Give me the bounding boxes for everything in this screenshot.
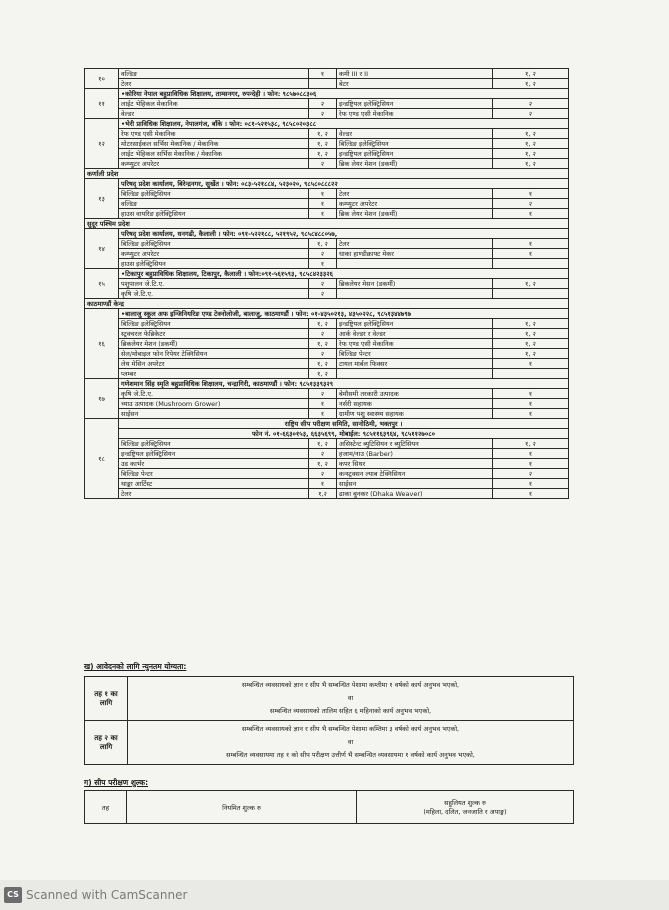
trade-name: ब्रिक लेयर मेशन (डकर्मी) [337,159,493,169]
trade-name: ब्रिकलेयर मेशन (डकर्मी) [119,339,309,349]
trade-row [85,139,569,149]
trade-level: १ [493,409,569,419]
camscanner-watermark [0,880,669,910]
trade-name: ब्रिकलेयर मेसन (डकर्मी) [337,279,493,289]
trade-level: १, २ [493,319,569,329]
trade-name: सेल/मोबाइल फोन रिपेयर टेक्निसियन [119,349,309,359]
trade-name: असिस्टेन्ट ब्युटिसियन र ब्युटिसियन [337,439,493,449]
trade-level: १ [309,199,337,209]
institution-heading: •बालाजु स्कूल अफ इन्जिनियरिङ एण्ड टेक्नोलोजी, बालाजु, काठमाण्डौं । फोन: ०१-४३५०२१३, ४३५०२२८, ९८५१३४४७९७ [119,309,569,319]
trade-level: २ [309,289,337,299]
trade-row [85,259,569,269]
trade-name: साईसन [119,409,309,419]
trade-name: ग्रामीण पशु स्वास्थ्य सहायक [337,409,493,419]
trade-level: १ [493,239,569,249]
trade-name: इन्डष्ट्रियल इलेक्ट्रिसियन [337,149,493,159]
trade-level: १ [309,189,337,199]
trade-level: १, २ [493,159,569,169]
trade-row [85,409,569,419]
trade-level: १, २ [493,279,569,289]
trade-level: २ [493,99,569,109]
trade-name: धाका हाण्डीक्राफ्ट मेकर [337,249,493,259]
trade-row [85,469,569,479]
trade-name: कृषि जे.टि.ए. [119,389,309,399]
trade-row [85,359,569,369]
serial-number: १५ [85,269,119,299]
trade-level: १, २ [309,339,337,349]
trade-level: १,२ [309,489,337,499]
fee-subsidy-header: सहुलियत शुल्क रु (महिला, दलित, जनजाति र अपाङ्ग) [357,791,574,824]
trade-row [85,319,569,329]
trade-level [493,259,569,269]
trade-level: १ [309,209,337,219]
section-skill-test-fee: ग) सीप परीक्षण शुल्क: [84,778,149,787]
province-heading: सुदूर पश्चिम प्रदेश [85,219,569,229]
trade-level: १ [309,409,337,419]
institution-contact: फोन नं. ०१-६६३०१५३, ६६३५६९९, मोबाईल: ९८५११६३९६४, ९८५११२७०८० [119,429,569,439]
trade-row [85,279,569,289]
trade-level [493,369,569,379]
institution-heading: •भेरी प्राविधिक शिक्षालय, नेपालगंज, बाँके । फोन: ०८१-५२१५३८, ९८५८०२०३८८ [119,119,569,129]
trade-level: १ [309,479,337,489]
trade-level: १ [493,479,569,489]
trade-name: ढाका बुनकर (Dhaka Weaver) [337,489,493,499]
trade-row [85,489,569,499]
trade-level: १, २ [493,349,569,359]
trade-name: बेटर [337,79,493,89]
institution-row [85,229,569,239]
trade-level: १, २ [493,79,569,89]
institution-contact-row [85,429,569,439]
institution-row [85,89,569,99]
trade-level: १, २ [309,129,337,139]
trade-row [85,189,569,199]
trade-name: कम्प्युटर अपरेटर [119,159,309,169]
trade-row [85,199,569,209]
trade-row [85,349,569,359]
trade-row [85,69,569,79]
trade-row [85,399,569,409]
trade-level: २ [309,159,337,169]
trade-name: टेलर [337,189,493,199]
trade-level: १ [309,69,337,79]
trade-name: टेलर [119,489,309,499]
institution-row [85,379,569,389]
fee-level-header: तह [85,791,127,824]
trade-level: २ [309,449,337,459]
trade-level: १ [309,259,337,269]
institution-row [85,309,569,319]
trade-name: कम्प्युटर अपरेटर [337,199,493,209]
trade-row [85,389,569,399]
serial-number: १४ [85,229,119,269]
trade-name: कपर सिथर [337,459,493,469]
trade-level: १, २ [309,139,337,149]
trade-row [85,449,569,459]
trade-level: १, २ [493,339,569,349]
eligibility-row-level-2 [85,721,574,765]
trade-level: १ [493,489,569,499]
trade-row [85,149,569,159]
test-centers-table [84,68,569,499]
trade-name: रेफ एण्ड एसी मेकानिक [119,129,309,139]
trade-name: वेल्डर [119,109,309,119]
trade-name: नर्सरी सहायक [337,399,493,409]
trade-level: १, २ [309,359,337,369]
trade-row [85,459,569,469]
trade-name: ब्रिक लेयर मेशन (डकर्मी) [337,209,493,219]
trade-level: १, २ [493,149,569,159]
trade-name: थाङ्का आर्टिस्ट [119,479,309,489]
trade-row [85,289,569,299]
institution-heading: परिषद् प्रदेश कार्यालय, बिरेन्द्रनगर, सुर्खेत । फोन: ०८३-५२१८८४, ५२३०२०, ९८५८०८८८२२ [119,179,569,189]
province-row [85,169,569,179]
serial-number: ११ [85,89,119,119]
trade-name: कम्प्युटर अपरेटर [119,249,309,259]
trade-name: बिल्डिङ पेन्टर [119,469,309,479]
trade-level: २ [309,249,337,259]
trade-level: १ [493,389,569,399]
trade-level: १, २ [309,369,337,379]
trade-level: २ [309,469,337,479]
trade-name: आर्क वेल्डर र वेल्डर [337,329,493,339]
institution-heading: •कोरिया नेपाल बहुप्राविधिक शिक्षालय, ताम्सनगर, रुपन्देही । फोन: ९८५७०८८३०६ [119,89,569,99]
trade-name: इन्डष्ट्रियल इलेक्ट्रिसियन [337,99,493,109]
camscanner-logo-icon: CS [4,887,22,903]
trade-level: १ [493,359,569,369]
serial-number: १६ [85,309,119,379]
trade-name: वल्डिङ [119,69,309,79]
trade-row [85,439,569,449]
trade-row [85,239,569,249]
institution-heading: गणेशमान सिंह स्मृति बहुप्राविधिक शिक्षालय, चन्द्रागिरी, काठमाण्डौं । फोन: ९८५१३३९३२९ [119,379,569,389]
trade-name: हाउस वायरिङ इलेक्ट्रिसियन [119,209,309,219]
trade-name [337,289,493,299]
eligibility-table [84,676,574,765]
trade-name: कन्स्ट्रक्सन ल्याब टेक्निसियन [337,469,493,479]
trade-level: १, २ [493,439,569,449]
institution-row [85,419,569,429]
camscanner-text: Scanned with CamScanner [26,888,188,902]
province-row [85,219,569,229]
trade-name: टायल मार्बल फिक्सर [337,359,493,369]
trade-name: पशुपालन जे.टि.ए. [119,279,309,289]
trade-row [85,339,569,349]
trade-name [337,369,493,379]
trade-level: १ [493,399,569,409]
eligibility-level-label: तह २ का लागि [85,721,128,765]
trade-level: २ [309,329,337,339]
province-heading: काठमाण्डौं केन्द्र [85,299,569,309]
serial-number: १७ [85,379,119,419]
trade-level: १ [493,189,569,199]
trade-name: रेफ एण्ड एसी मेकानिक [337,339,493,349]
trade-name: उड कार्भर [119,459,309,469]
trade-name: बिल्डिङ इलेक्ट्रिसियन [337,139,493,149]
trade-level: १, २ [309,319,337,329]
trade-level: १ [493,459,569,469]
trade-row [85,249,569,259]
trade-level: १ [493,449,569,459]
trade-row [85,369,569,379]
trade-name: हाउस इलेक्ट्रिसियन [119,259,309,269]
trade-row [85,329,569,339]
trade-row [85,159,569,169]
trade-row [85,129,569,139]
trade-name: टेलर [119,79,309,89]
trade-name: वल्डिङ [119,199,309,209]
trade-name: साईसन [337,479,493,489]
fee-regular-header: नियमित शुल्क रु [127,791,357,824]
eligibility-text: सम्बन्धित व्यवसायको ज्ञान र सीप भै सम्बन्धित पेशामा कम्तिमा ३ वर्षको कार्य अनुभव भएको, वा सम्बन्धित व्यवसायमा तह १ को सीप परीक्षण उत्तीर्ण भै सम्बन्धित व्यवसायमा १ वर्षको कार्य अनुभव भएको, [128,721,574,765]
institution-heading: राष्ट्रिय सीप परीक्षण समिति, सानोठिमी, भक्तपुर । [119,419,569,429]
trade-name: बिल्डिङ इलेक्ट्रिसियन [119,319,309,329]
serial-number: १३ [85,179,119,219]
institution-row [85,179,569,189]
trade-level: १ [309,399,337,409]
trade-row [85,79,569,89]
section-minimum-qualification: ख) आवेदनको लागि न्युनतम योग्यता: [84,662,187,671]
trade-name: लाईट भेहिकल मेकानिक [119,99,309,109]
trade-level: २ [493,199,569,209]
trade-level: १ [493,249,569,259]
trade-level: १, २ [493,69,569,79]
trade-level: १, २ [493,139,569,149]
serial-number: १२ [85,119,119,169]
trade-name: लेथ मेसिन अपरेटर [119,359,309,369]
eligibility-text: सम्बन्धित व्यवसायको ज्ञान र सीप भै सम्बन्धित पेशामा कम्तीमा १ वर्षको कार्य अनुभव भएको, वा सम्बन्धित व्यवसायको तालिम सहित ६ महिनाको कार्य अनुभव भएको, [128,677,574,721]
trade-level: १, २ [309,239,337,249]
trade-level: १, २ [493,329,569,339]
trade-name [337,259,493,269]
trade-level: २ [309,109,337,119]
trade-name: च्याउ उत्पादक (Mushroom Grower) [119,399,309,409]
trade-name: कमी III र II [337,69,493,79]
institution-row [85,269,569,279]
trade-level: १ [493,209,569,219]
trade-name: वेल्डर [337,129,493,139]
trade-name: लाईट भेहिकल सर्भिस मेकानिक / मेकानिक [119,149,309,159]
trade-name: हजाम/नाउ (Barber) [337,449,493,459]
trade-level: २ [309,389,337,399]
trade-name: प्लम्बर [119,369,309,379]
trade-name: बेमौसमी तरकारी उत्पादक [337,389,493,399]
eligibility-row-level-1 [85,677,574,721]
trade-name: बिल्डिङ इलेक्ट्रिसियन [119,439,309,449]
trade-level: २ [493,109,569,119]
trade-level: २ [309,99,337,109]
trade-level: १, २ [493,129,569,139]
trade-level: १, २ [309,439,337,449]
trade-row [85,109,569,119]
fee-table [84,790,574,824]
trade-level: २ [493,469,569,479]
trade-level: १, २ [309,149,337,159]
trade-name: रेफ एण्ड एसी मेकानिक [337,109,493,119]
trade-name: बिल्डिङ पेन्टर [337,349,493,359]
trade-row [85,209,569,219]
eligibility-level-label: तह १ का लागि [85,677,128,721]
trade-name: मोटरसाईकल सर्भिस मेकानिक / मेकानिक [119,139,309,149]
serial-number: १८ [85,419,119,499]
trade-row [85,479,569,489]
institution-row [85,119,569,129]
trade-name: बिल्डिङ इलेक्ट्रिसियन [119,239,309,249]
trade-name: बिल्डिङ इलेक्ट्रिसियन [119,189,309,199]
province-heading: कर्णाली प्रदेश [85,169,569,179]
trade-level: २ [309,349,337,359]
serial-number: १० [85,69,119,89]
trade-level [309,79,337,89]
institution-heading: •टिकापुर बहुप्राविधिक शिक्षालय, टिकापुर, कैलाली । फोन:०९१-५६१५९३, ९८५८४२३३२६ [119,269,569,279]
trade-name: इन्डष्ट्रियल इलेक्ट्रिसियन [119,449,309,459]
province-row [85,299,569,309]
trade-level [493,289,569,299]
trade-name: इन्डष्ट्रियल इलेक्ट्रिसियन [337,319,493,329]
institution-heading: परिषद् प्रदेश कार्यालय, धनगढी, कैलाली । फोन: ०९१-५२२१८८, ५२१९५२, ९८५८४८८०५७, [119,229,569,239]
trade-name: टेलर [337,239,493,249]
trade-row [85,99,569,109]
trade-level: २ [309,279,337,289]
trade-level: १, २ [309,459,337,469]
trade-name: स्ट्रक्चरल फेब्रिकेटर [119,329,309,339]
trade-name: कृषि जे.टि.ए. [119,289,309,299]
